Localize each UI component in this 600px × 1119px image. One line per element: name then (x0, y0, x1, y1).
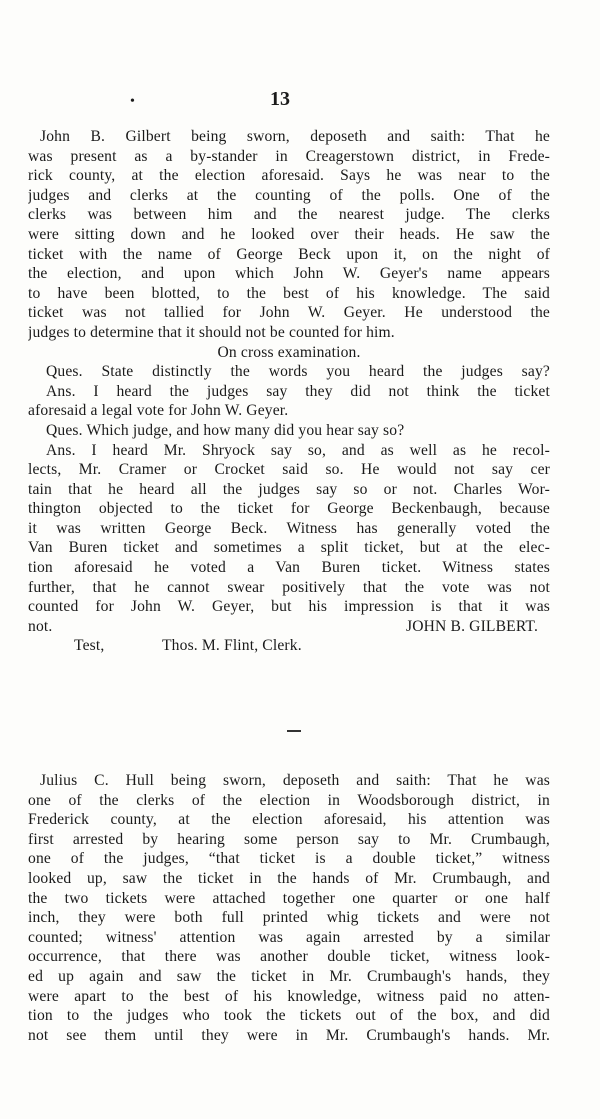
question-line: Ques. State distinctly the words you heard the judges say? (46, 363, 550, 381)
answer-line: Ans. I heard the judges say they did not think the ticket (46, 382, 550, 400)
text-line: Julius C. Hull being sworn, deposeth and saith: That he was (40, 772, 550, 789)
answer-line: lects, Mr. Cramer or Crocket said so. He would not say cer (28, 461, 550, 479)
text-line: John B. Gilbert being sworn, deposeth and saith: That he (40, 128, 550, 145)
text-line: tion to the judges who took the tickets out of the box, and did (28, 1007, 550, 1025)
closing-word: not. (28, 617, 53, 635)
deposition-gilbert (28, 127, 550, 656)
signature-row (28, 617, 550, 637)
attestation-label: Test, (74, 637, 105, 655)
text-line: to have been blotted, to the best of his knowledge. The said (28, 284, 550, 302)
text-line: ticket was not tallied for John W. Geyer. He understood the (28, 304, 550, 322)
attestation-clerk: Thos. M. Flint, Clerk. (162, 637, 302, 655)
text-line: one of the clerks of the election in Woodsborough district, in (28, 791, 550, 809)
deposition-hull (28, 771, 550, 1045)
answer-line: aforesaid a legal vote for John W. Geyer. (28, 402, 289, 420)
text-line: first arrested by hearing some person say to Mr. Crumbaugh, (28, 830, 550, 848)
answer-line: thington objected to the ticket for George Beckenbaugh, because (28, 500, 550, 518)
text-line: counted; witness' attention was again arrested by a similar (28, 928, 550, 946)
text-line: were sitting down and he looked over their heads. He saw the (28, 225, 550, 243)
answer-line: further, that he cannot swear positively that the vote was not (28, 578, 550, 596)
text-line: was present as a by-stander in Creagerstown district, in Frede- (28, 147, 550, 165)
text-line: judges and clerks at the counting of the polls. One of the (28, 186, 550, 204)
answer-line: Ans. I heard Mr. Shryock say so, and as well as he recol- (46, 441, 550, 459)
text-line: ed up again and saw the ticket in Mr. Crumbaugh's hands, they (28, 967, 550, 985)
question-line: Ques. Which judge, and how many did you hear say so? (46, 421, 405, 439)
page-mark: • (130, 94, 135, 109)
page-number: 13 (270, 88, 290, 110)
section-divider (287, 730, 301, 732)
text-line: were apart to the best of his knowledge, witness paid no atten- (28, 987, 550, 1005)
answer-line: it was written George Beck. Witness has generally voted the (28, 519, 550, 537)
text-line: clerks was between him and the nearest judge. The clerks (28, 206, 550, 224)
text-line: judges to determine that it should not be counted for him. (28, 323, 395, 341)
text-line: inch, they were both full printed whig tickets and were not (28, 909, 550, 927)
text-line: the election, and upon which John W. Geyer's name appears (28, 265, 550, 283)
answer-line: counted for John W. Geyer, but his impression is that it was (28, 598, 550, 616)
text-line: looked up, saw the ticket in the hands of Mr. Crumbaugh, and (28, 869, 550, 887)
text-line: not see them until they were in Mr. Crumbaugh's hands. Mr. (28, 1026, 550, 1044)
text-line: the two tickets were attached together one quarter or one half (28, 889, 550, 907)
text-line: occurrence, that there was another double ticket, witness look- (28, 948, 550, 966)
signature: JOHN B. GILBERT. (406, 617, 538, 635)
text-line: one of the judges, “that ticket is a double ticket,” witness (28, 850, 550, 868)
attestation-row (28, 636, 550, 656)
answer-line: tain that he heard all the judges say so or not. Charles Wor- (28, 480, 550, 498)
cross-examination-heading: On cross examination. (217, 343, 361, 361)
text-line: Frederick county, at the election aforesaid, his attention was (28, 811, 550, 829)
text-line: rick county, at the election aforesaid. Says he was near to the (28, 167, 550, 185)
answer-line: tion aforesaid he voted a Van Buren ticket. Witness states (28, 559, 550, 577)
text-line: ticket with the name of George Beck upon it, on the night of (28, 245, 550, 263)
answer-line: Van Buren ticket and sometimes a split ticket, but at the elec- (28, 539, 550, 557)
